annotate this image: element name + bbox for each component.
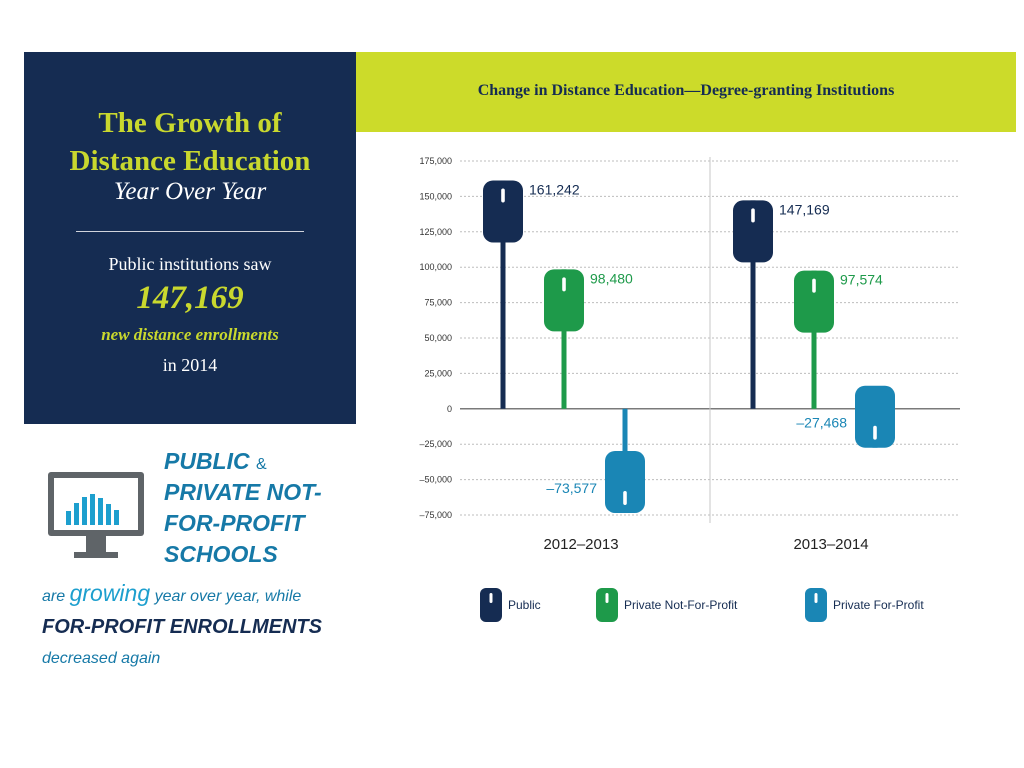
y-tick-label: 0 <box>446 403 452 414</box>
callout-ampersand: & <box>256 456 267 473</box>
callout-line7: decreased again <box>42 650 161 667</box>
callout-line6: FOR-PROFIT ENROLLMENTS <box>42 616 322 638</box>
panel-title-line2: Distance Education <box>69 145 311 177</box>
y-tick-label: 100,000 <box>419 262 452 273</box>
panel-text-line2: new distance enrollments <box>101 325 279 344</box>
bar-cap-notch <box>562 277 566 291</box>
callout-line5-emphasis: growing <box>69 580 151 606</box>
summary-panel <box>24 52 356 424</box>
data-label: 147,169 <box>779 201 830 218</box>
x-tick-label: 2013–2014 <box>793 536 869 553</box>
data-label: 98,480 <box>590 270 633 287</box>
data-label: –27,468 <box>796 414 847 431</box>
bar-cap-notch <box>812 279 816 293</box>
bar-cap-notch <box>873 426 877 440</box>
y-tick-label: 75,000 <box>424 297 452 308</box>
chart-title: Change in Distance Education—Degree-granting Institutions <box>477 82 895 99</box>
legend-swatch-notch <box>815 593 818 603</box>
y-tick-label: 175,000 <box>419 156 452 166</box>
y-tick-label: 125,000 <box>419 226 452 237</box>
chart-header <box>356 52 1016 132</box>
legend-swatch-notch <box>490 593 493 603</box>
enrollment-change-chart <box>356 132 1016 652</box>
panel-text-line3: in 2014 <box>162 355 218 375</box>
legend-label: Public <box>508 598 541 612</box>
panel-big-number: 147,169 <box>136 280 244 316</box>
panel-divider <box>76 231 304 232</box>
panel-text-line1: Public institutions saw <box>108 254 272 274</box>
panel-subtitle: Year Over Year <box>113 178 267 205</box>
callout-line3: FOR-PROFIT <box>164 510 305 536</box>
legend-label: Private For-Profit <box>833 598 924 612</box>
callout-line4: SCHOOLS <box>164 541 278 567</box>
legend-swatch-notch <box>606 593 609 603</box>
y-tick-label: 150,000 <box>419 191 452 202</box>
callout-line5 <box>42 580 301 607</box>
callout-public <box>164 446 267 480</box>
callout-line5-post: year over year, while <box>154 588 302 605</box>
callout-line5-pre: are <box>42 588 66 605</box>
callout-line2: PRIVATE NOT- <box>164 479 322 505</box>
y-tick-label: –75,000 <box>419 510 452 520</box>
bar-cap-notch <box>623 491 627 505</box>
callout-public-text: PUBLIC <box>164 448 250 474</box>
y-tick-label: 25,000 <box>424 368 452 379</box>
panel-title-line1: The Growth of <box>98 107 282 139</box>
legend-label: Private Not-For-Profit <box>624 598 738 612</box>
data-label: –73,577 <box>546 479 597 496</box>
data-label: 161,242 <box>529 181 580 198</box>
y-tick-label: –25,000 <box>419 439 452 450</box>
data-label: 97,574 <box>840 271 883 288</box>
monitor-bar-chart-icon <box>46 470 148 568</box>
bar-cap-notch <box>501 188 505 202</box>
x-tick-label: 2012–2013 <box>543 536 619 553</box>
y-tick-label: –50,000 <box>419 474 452 485</box>
y-tick-label: 50,000 <box>424 333 452 343</box>
bar-cap-notch <box>751 208 755 222</box>
